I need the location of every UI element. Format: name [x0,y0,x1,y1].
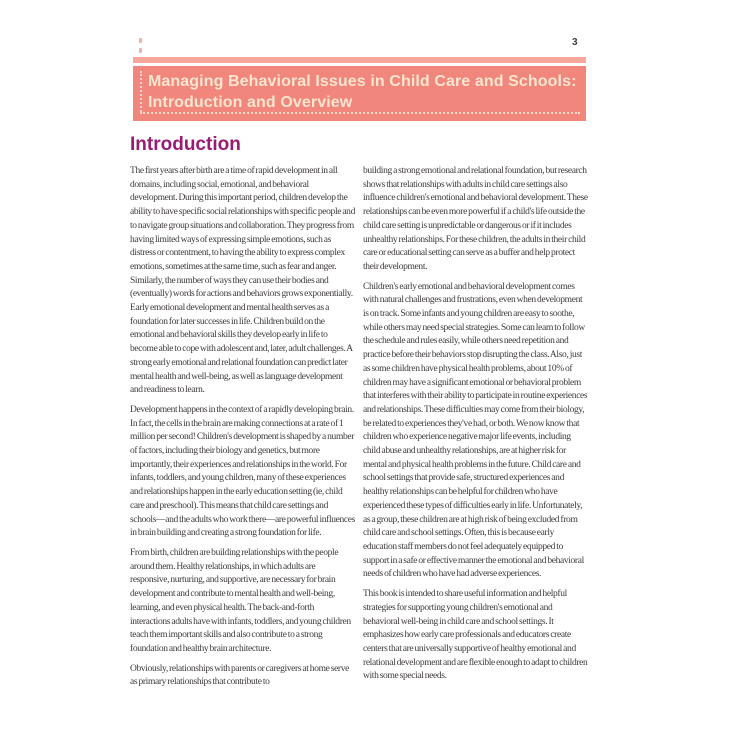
chapter-title-banner [133,66,586,121]
paragraph: building a strong emotional and relational foundation, but research shows that relationships with adults in child care settings also influence children's emotional and behavioral development. These relationships can be even more powerful if a child's life outside the child care setting is unpredictable or dangerous or if it includes unhealthy relationships. For these children, the adults in their child care or educational setting can serve as a buffer and help protect their development. [363,166,588,272]
article-body [130,134,588,748]
paragraph: Children's early emotional and behavioral development comes with natural challenges and frustrations, even when development is on track. Some infants and young children are easy to soothe, while others may need special strategies. Some can learn to follow the schedule and rules easily, while others need repetition and practice before their behaviors stop disrupting the class. Also, just as some children have physical health problems, about 10% of children may have a significant emotional or behavioral problem that interferes with their ability to participate in routine experiences and relationships. These difficulties may come from their biology, be related to experiences they've had, or both. We now know that children who experience negative major life events, including child abuse and unhealthy relationships, are at higher risk for mental and physical health problems in the future. Child care and school settings that provide safe, structured experiences and healthy relationships can be helpful for children who have experienced these types of difficulties early in life. Unfortunately, as a group, these children are at high risk of being excluded from child care and school settings. Often, this is because early education staff members do not feel adequately equipped to support in a safe or effective manner the emotional and behavioral needs of children who have had adverse experiences. [363,281,588,580]
dotted-border-vertical [140,71,142,112]
paragraph: This book is intended to share useful information and helpful strategies for supporting young children's emotional and behavioral well-being in child care and school settings. It emphasizes how early care professionals and educators create centers that are universally supportive of healthy emotional and relational development and are flexible enough to adapt to children with some special needs. [363,589,588,682]
dotted-border-horizontal [140,112,580,114]
paragraph: Obviously, relationships with parents or caregivers at home serve as primary relationships that contribute to [130,663,350,688]
chapter-accent-bar [133,57,586,63]
decorative-dot [139,48,142,53]
chapter-title [148,72,578,113]
chapter-title-line2: Introduction and Overview [148,93,353,111]
paragraph: From birth, children are building relationships with the people around them. Healthy relationships, in which adults are responsive, nurturing, and supportive, are necessary for brain development and contribute to mental health and well-being, learning, and even physical health. The back-and-forth interactions adults have with infants, toddlers, and young children teach them important skills and also contribute to a strong foundation and healthy brain architecture. [130,547,351,654]
chapter-title-line1: Managing Behavioral Issues in Child Care and Schools: [148,73,577,90]
decorative-dot [139,38,142,43]
text-column-left [130,165,355,696]
two-column-text [130,165,588,696]
paragraph: The first years after birth are a time of rapid development in all domains, including social, emotional, and behavioral development. During this important period, children develop the ability to have specific social relationships with specific people and to navigate group situations and collaboration. They progress from having limited ways of expressing simple emotions, such as distress or contentment, to having the ability to express complex emotions, sometimes at the same time, such as fear and anger. Similarly, the number of ways they can use their bodies and (eventually) words for actions and behaviors grows exponentially. Early emotional development and mental health serves as a foundation for later successes in life. Children build on the emotional and behavioral skills they develop early in life to become able to cope with adolescent and, later, adult challenges. A strong early emotional and relational foundation can predict later mental health and well-being, as well as language development and readiness to learn. [130,166,355,396]
paragraph: Development happens in the context of a rapidly developing brain. In fact, the cells in the brain are making connections at a rate of 1 million per second! Children's development is shaped by a number of factors, including their biology and genetics, but more importantly, their experiences and relationships in the world. For infants, toddlers, and young children, many of these experiences and relationships happen in the early education setting (ie, child care and preschool). This means that child care settings and schools—and the adults who work there—are powerful influences in brain building and creating a strong foundation for life. [130,404,355,539]
section-heading: Introduction [130,134,241,155]
text-column-right [363,165,588,696]
page-number: 3 [572,37,578,48]
